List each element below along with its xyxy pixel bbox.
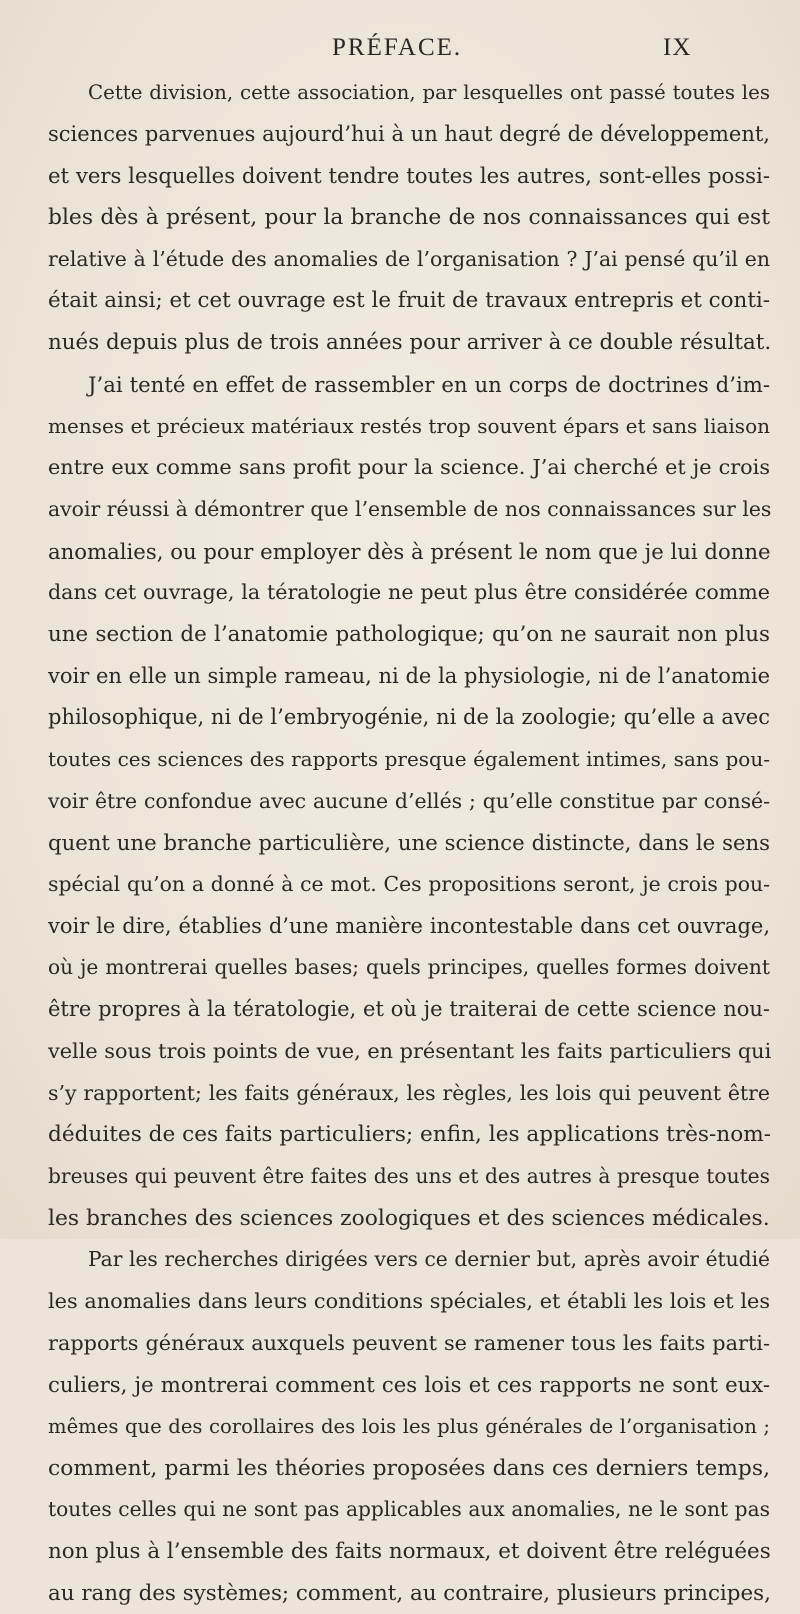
text-line: les anomalies dans leurs conditions spéciales, et établi les lois et les: [48, 1288, 770, 1313]
page-number: IX: [663, 34, 692, 61]
text-line: menses et précieux matériaux restés trop souvent épars et sans liaison: [48, 413, 770, 438]
text-line: mêmes que des corollaires des lois les plus générales de l’organisation ;: [48, 1415, 770, 1438]
text-line: s’y rapportent; les faits généraux, les règles, les lois qui peuvent être: [48, 1080, 770, 1105]
text-line: au rang des systèmes; comment, au contraire, plusieurs principes,: [48, 1580, 771, 1606]
text-line: rapports généraux auxquels peuvent se ramener tous les faits parti-: [48, 1330, 770, 1355]
text-line: et vers lesquelles doivent tendre toutes les autres, sont-elles possi-: [48, 163, 770, 189]
text-line: comment, parmi les théories proposées dans ces derniers temps,: [48, 1455, 770, 1481]
text-line: breuses qui peuvent être faites des uns et des autres à presque toutes: [48, 1163, 770, 1188]
text-line: non plus à l’ensemble des faits normaux, et doivent être reléguées: [48, 1539, 771, 1565]
text-line: voir être confondue avec aucune d’ellés ; qu’elle constitue par consé-: [48, 788, 770, 813]
text-line: sciences parvenues aujourd’hui à un haut degré de développement,: [48, 121, 770, 146]
text-line: velle sous trois points de vue, en présentant les faits particuliers qui: [48, 1038, 772, 1063]
running-head: [0, 34, 800, 64]
text-line: déduites de ces faits particuliers; enfin, les applications très-nom-: [48, 1122, 771, 1148]
text-line: où je montrerai quelles bases; quels principes, quelles formes doivent: [48, 955, 770, 980]
text-line: quent une branche particulière, une science distincte, dans le sens: [48, 830, 770, 856]
text-line: Cette division, cette association, par lesquelles ont passé toutes les: [88, 81, 770, 104]
text-line: relative à l’étude des anomalies de l’organisation ? J’ai pensé qu’il en: [48, 246, 770, 271]
text-line: voir le dire, établies d’une manière incontestable dans cet ouvrage,: [48, 913, 770, 938]
text-line: avoir réussi à démontrer que l’ensemble de nos connaissances sur les: [48, 496, 772, 521]
text-line: anomalies, ou pour employer dès à présent le nom que je lui donne: [48, 538, 771, 564]
text-line: être propres à la tératologie, et où je traiterai de cette science nou-: [48, 997, 770, 1022]
text-line: culiers, je montrerai comment ces lois et ces rapports ne sont eux-: [48, 1372, 770, 1398]
text-line: J’ai tenté en effet de rassembler en un corps de doctrines d’im-: [88, 371, 770, 397]
text-line: toutes ces sciences des rapports presque également intimes, sans pou-: [48, 747, 770, 771]
text-line: philosophique, ni de l’embryogénie, ni de la zoologie; qu’elle a avec: [48, 705, 770, 730]
text-line: toutes celles qui ne sont pas applicables aux anomalies, ne le sont pas: [48, 1497, 770, 1522]
text-line: entre eux comme sans profit pour la science. J’ai cherché et je crois: [48, 455, 770, 480]
text-line: voir en elle un simple rameau, ni de la physiologie, ni de l’anatomie: [48, 663, 770, 688]
text-line: une section de l’anatomie pathologique; qu’on ne saurait non plus: [48, 621, 770, 647]
running-head-title: PRÉFACE.: [332, 34, 463, 61]
text-line: nués depuis plus de trois années pour arriver à ce double résultat.: [48, 330, 772, 356]
text-line: les branches des sciences zoologiques et des sciences médicales.: [48, 1205, 770, 1231]
text-line: spécial qu’on a donné à ce mot. Ces propositions seront, je crois pou-: [48, 872, 770, 897]
text-line: était ainsi; et cet ouvrage est le fruit de travaux entrepris et conti-: [48, 288, 770, 314]
text-line: Par les recherches dirigées vers ce dernier but, après avoir étudié: [88, 1247, 770, 1272]
text-line: bles dès à présent, pour la branche de nos connaissances qui est: [48, 205, 770, 231]
body-text: [48, 72, 770, 1614]
text-line: dans cet ouvrage, la tératologie ne peut plus être considérée comme: [48, 580, 770, 605]
